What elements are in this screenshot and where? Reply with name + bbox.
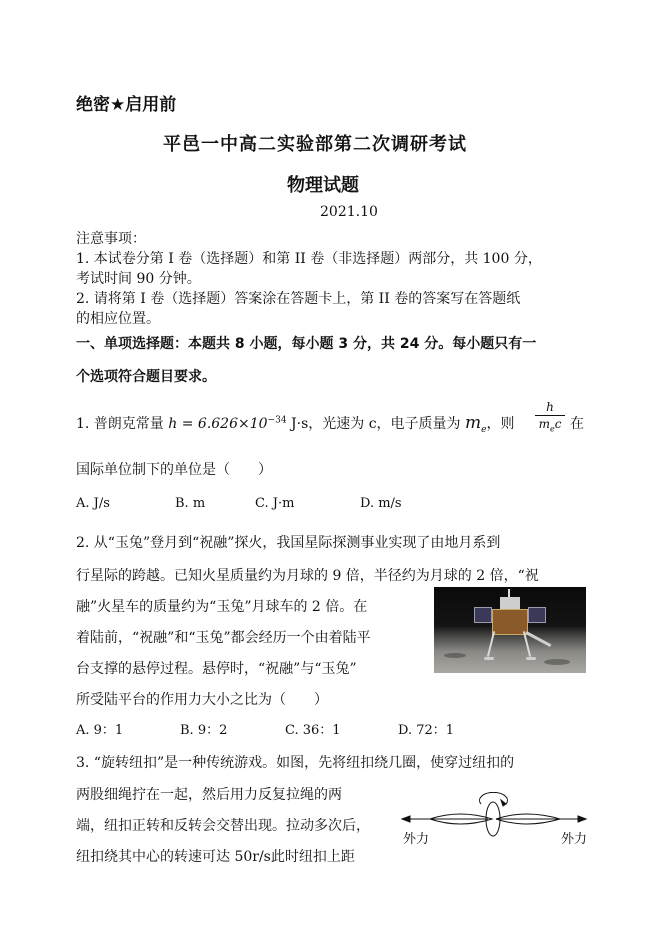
q1-line-2: 国际单位制下的单位是（ ） [76, 462, 272, 478]
q2-option-a: A. 9：1 [76, 723, 124, 738]
q2-line-5: 台支撑的悬停过程。悬停时，“祝融”与“玉兔” [76, 661, 357, 677]
force-label-right: 外力 [561, 832, 588, 847]
q1-line-1 [76, 413, 514, 435]
q1-mid-text: ，光速为 c，电子质量为 [308, 416, 461, 432]
q1-me-symbol: m [465, 413, 482, 433]
q1-unit: J·s [291, 416, 309, 432]
rotation-arrowhead-icon [501, 800, 506, 806]
lunar-lander-photo [434, 587, 586, 673]
q2-option-d: D. 72：1 [398, 723, 455, 738]
notice-item-1-line-1: 1. 本试卷分第 I 卷（选择题）和第 II 卷（非选择题）两部分，共 100 分， [76, 251, 542, 267]
notice-heading: 注意事项： [76, 231, 146, 247]
q1-prefix: 1. 普朗克常量 [76, 416, 164, 432]
q1-option-b: B. m [175, 496, 206, 511]
q1-fraction [535, 400, 565, 433]
q1-den-sub: e [549, 424, 555, 434]
lander-leg [487, 631, 495, 657]
lander-ramp [525, 631, 551, 647]
lander-foot [526, 657, 536, 660]
q1-option-c: C. J·m [255, 496, 295, 511]
section-heading-line-1: 一、单项选择题：本题共 8 小题，每小题 3 分，共 24 分。每小题只有一 [76, 336, 537, 352]
crater-shape [544, 659, 570, 665]
lander-foot [484, 657, 494, 660]
q1-exponent: −34 [267, 415, 287, 426]
notice-item-2-line-2: 的相应位置。 [76, 311, 160, 327]
q1-fraction-denominator [538, 417, 562, 434]
classification-label: 绝密★启用前 [76, 95, 177, 115]
q1-option-a: A. J/s [76, 496, 110, 511]
fraction-bar [535, 415, 565, 416]
q1-option-d: D. m/s [360, 496, 402, 511]
q1-suffix: 在 [570, 416, 584, 432]
q2-line-4: 着陆前，“祝融”和“玉兔”都会经历一个由着陆平 [76, 630, 371, 646]
q1-me-subscript: e [481, 424, 487, 435]
q3-line-1: 3. “旋转纽扣”是一种传统游戏。如图，先将纽扣绕几圈，使穿过纽扣的 [76, 755, 515, 771]
crater-shape [444, 653, 466, 658]
exam-date: 2021.10 [320, 204, 378, 220]
q3-line-3: 端，纽扣正转和反转会交替出现。拉动多次后， [76, 818, 370, 834]
lander-panel-left [474, 607, 492, 623]
q1-den-c: c [554, 417, 562, 431]
arrow-right-icon [578, 816, 586, 822]
q3-line-2: 两股细绳拧在一起，然后用力反复拉绳的两 [76, 787, 342, 803]
q1-den-m: m [538, 417, 550, 431]
notice-item-2-line-1: 2. 请将第 I 卷（选择题）答案涂在答题卡上，第 II 卷的答案写在答题纸 [76, 291, 521, 307]
q2-option-b: B. 9：2 [180, 723, 228, 738]
notice-item-1-line-2: 考试时间 90 分钟。 [76, 271, 201, 287]
q2-line-3: 融”火星车的质量约为“玉兔”月球车的 2 倍。在 [76, 599, 368, 615]
q2-line-1: 2. 从“玉兔”登月到“祝融”探火，我国星际探测事业实现了由地月系到 [76, 535, 501, 551]
q3-line-4: 纽扣绕其中心的转速可达 50r/s此时纽扣上距 [76, 849, 355, 865]
lander-panel-right [528, 607, 546, 623]
q2-option-c: C. 36：1 [285, 723, 341, 738]
q1-fraction-numerator: h [546, 400, 554, 414]
force-label-left: 外力 [403, 832, 430, 847]
q1-h-expression: h = 6.626×10 [168, 416, 268, 432]
section-heading-line-2: 个选项符合题目要求。 [76, 369, 216, 385]
q2-line-2: 行星际的跨越。已知火星质量约为月球的 9 倍，半径约为月球的 2 倍，“祝 [76, 568, 539, 584]
q1-then-text: ，则 [486, 416, 515, 432]
arrow-left-icon [402, 816, 410, 822]
q2-line-6: 所受陆平台的作用力大小之比为（ ） [76, 692, 328, 708]
subject-title: 物理试题 [287, 175, 359, 196]
exam-title: 平邑一中高二实验部第二次调研考试 [163, 134, 467, 155]
